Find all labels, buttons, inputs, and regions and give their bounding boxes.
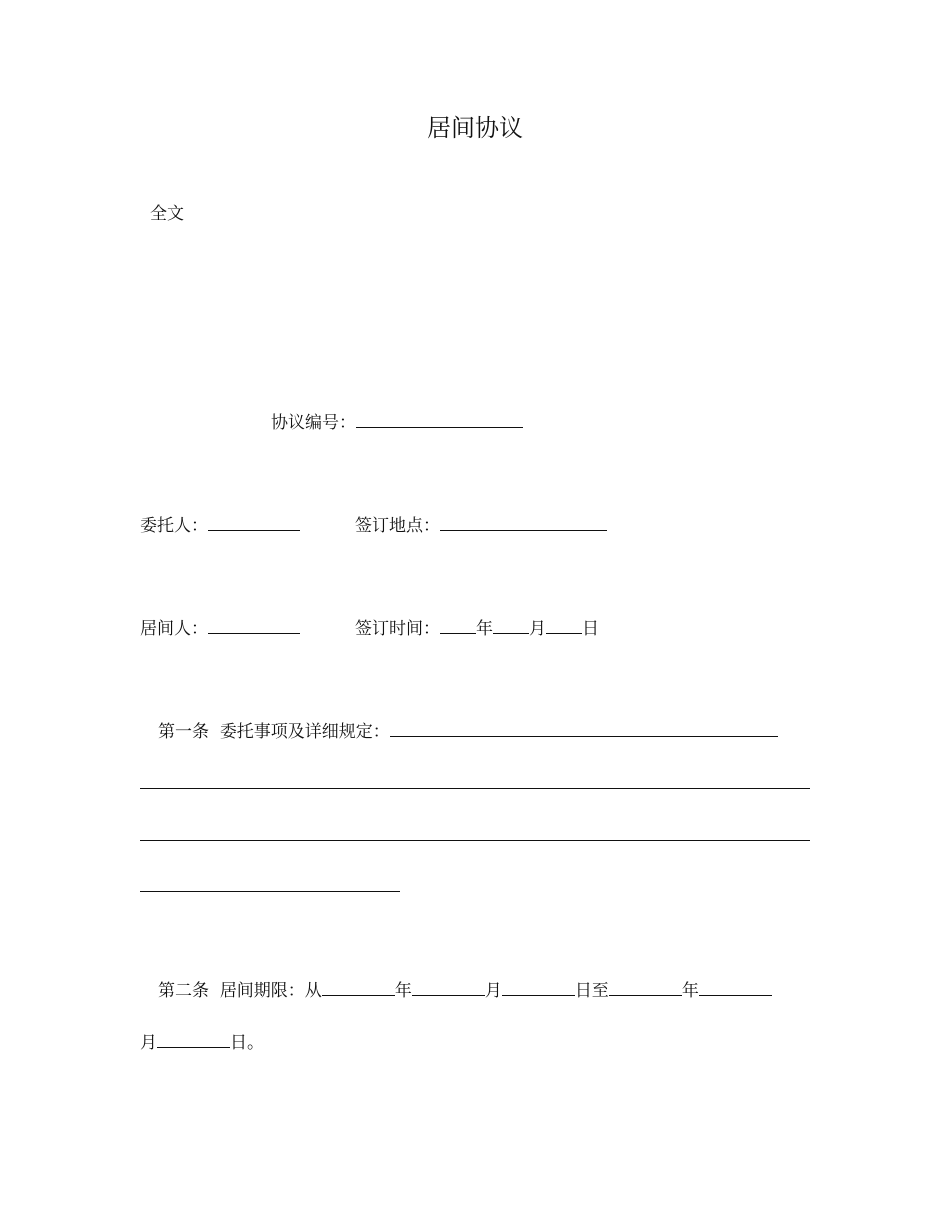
sign-day-blank[interactable] bbox=[546, 615, 582, 634]
article-2-label: 居间期限：从 bbox=[219, 981, 322, 1001]
start-month-label: 月 bbox=[484, 981, 502, 1001]
sign-month-blank[interactable] bbox=[493, 615, 529, 634]
article-1-label: 委托事项及详细规定： bbox=[219, 722, 390, 742]
agreement-no-row bbox=[271, 409, 523, 434]
article-1-number: 第一条 bbox=[158, 722, 209, 742]
sign-month-label: 月 bbox=[529, 619, 546, 639]
principal-row bbox=[140, 512, 300, 537]
start-month-blank[interactable] bbox=[412, 977, 485, 996]
start-day-blank[interactable] bbox=[502, 977, 575, 996]
article-1-blank[interactable] bbox=[390, 718, 778, 737]
sign-time-row bbox=[355, 615, 599, 640]
intermediary-row bbox=[140, 615, 300, 640]
end-day-label: 日。 bbox=[230, 1033, 264, 1053]
sign-year-label: 年 bbox=[476, 619, 493, 639]
start-day-to-label: 日至 bbox=[574, 981, 609, 1001]
article-1-fill-line-2[interactable] bbox=[140, 840, 810, 841]
sign-year-blank[interactable] bbox=[440, 615, 476, 634]
end-month-blank-part[interactable] bbox=[699, 977, 772, 996]
intermediary-blank[interactable] bbox=[208, 615, 300, 634]
sign-time-label: 签订时间： bbox=[355, 619, 440, 639]
sign-place-row bbox=[355, 512, 607, 537]
article-1-fill-line-3[interactable] bbox=[140, 891, 400, 892]
end-year-blank[interactable] bbox=[609, 977, 682, 996]
article-1-row bbox=[158, 718, 778, 743]
principal-blank[interactable] bbox=[208, 512, 300, 531]
start-year-blank[interactable] bbox=[322, 977, 395, 996]
end-month-label: 月 bbox=[140, 1033, 157, 1053]
article-2-number: 第二条 bbox=[158, 981, 209, 1001]
end-day-blank[interactable] bbox=[157, 1029, 230, 1048]
document-title: 居间协议 bbox=[427, 114, 523, 142]
fulltext-label: 全文 bbox=[150, 204, 184, 224]
sign-place-blank[interactable] bbox=[440, 512, 607, 531]
end-year-label: 年 bbox=[681, 981, 699, 1001]
intermediary-label: 居间人： bbox=[140, 619, 208, 639]
sign-place-label: 签订地点： bbox=[355, 516, 440, 536]
principal-label: 委托人： bbox=[140, 516, 208, 536]
article-1-fill-line-1[interactable] bbox=[140, 788, 810, 789]
article-2-continued-row bbox=[140, 1029, 264, 1054]
sign-day-label: 日 bbox=[582, 619, 599, 639]
start-year-label: 年 bbox=[394, 981, 412, 1001]
agreement-no-blank[interactable] bbox=[356, 409, 523, 428]
article-2-row bbox=[158, 977, 772, 1002]
agreement-no-label: 协议编号： bbox=[271, 413, 356, 433]
